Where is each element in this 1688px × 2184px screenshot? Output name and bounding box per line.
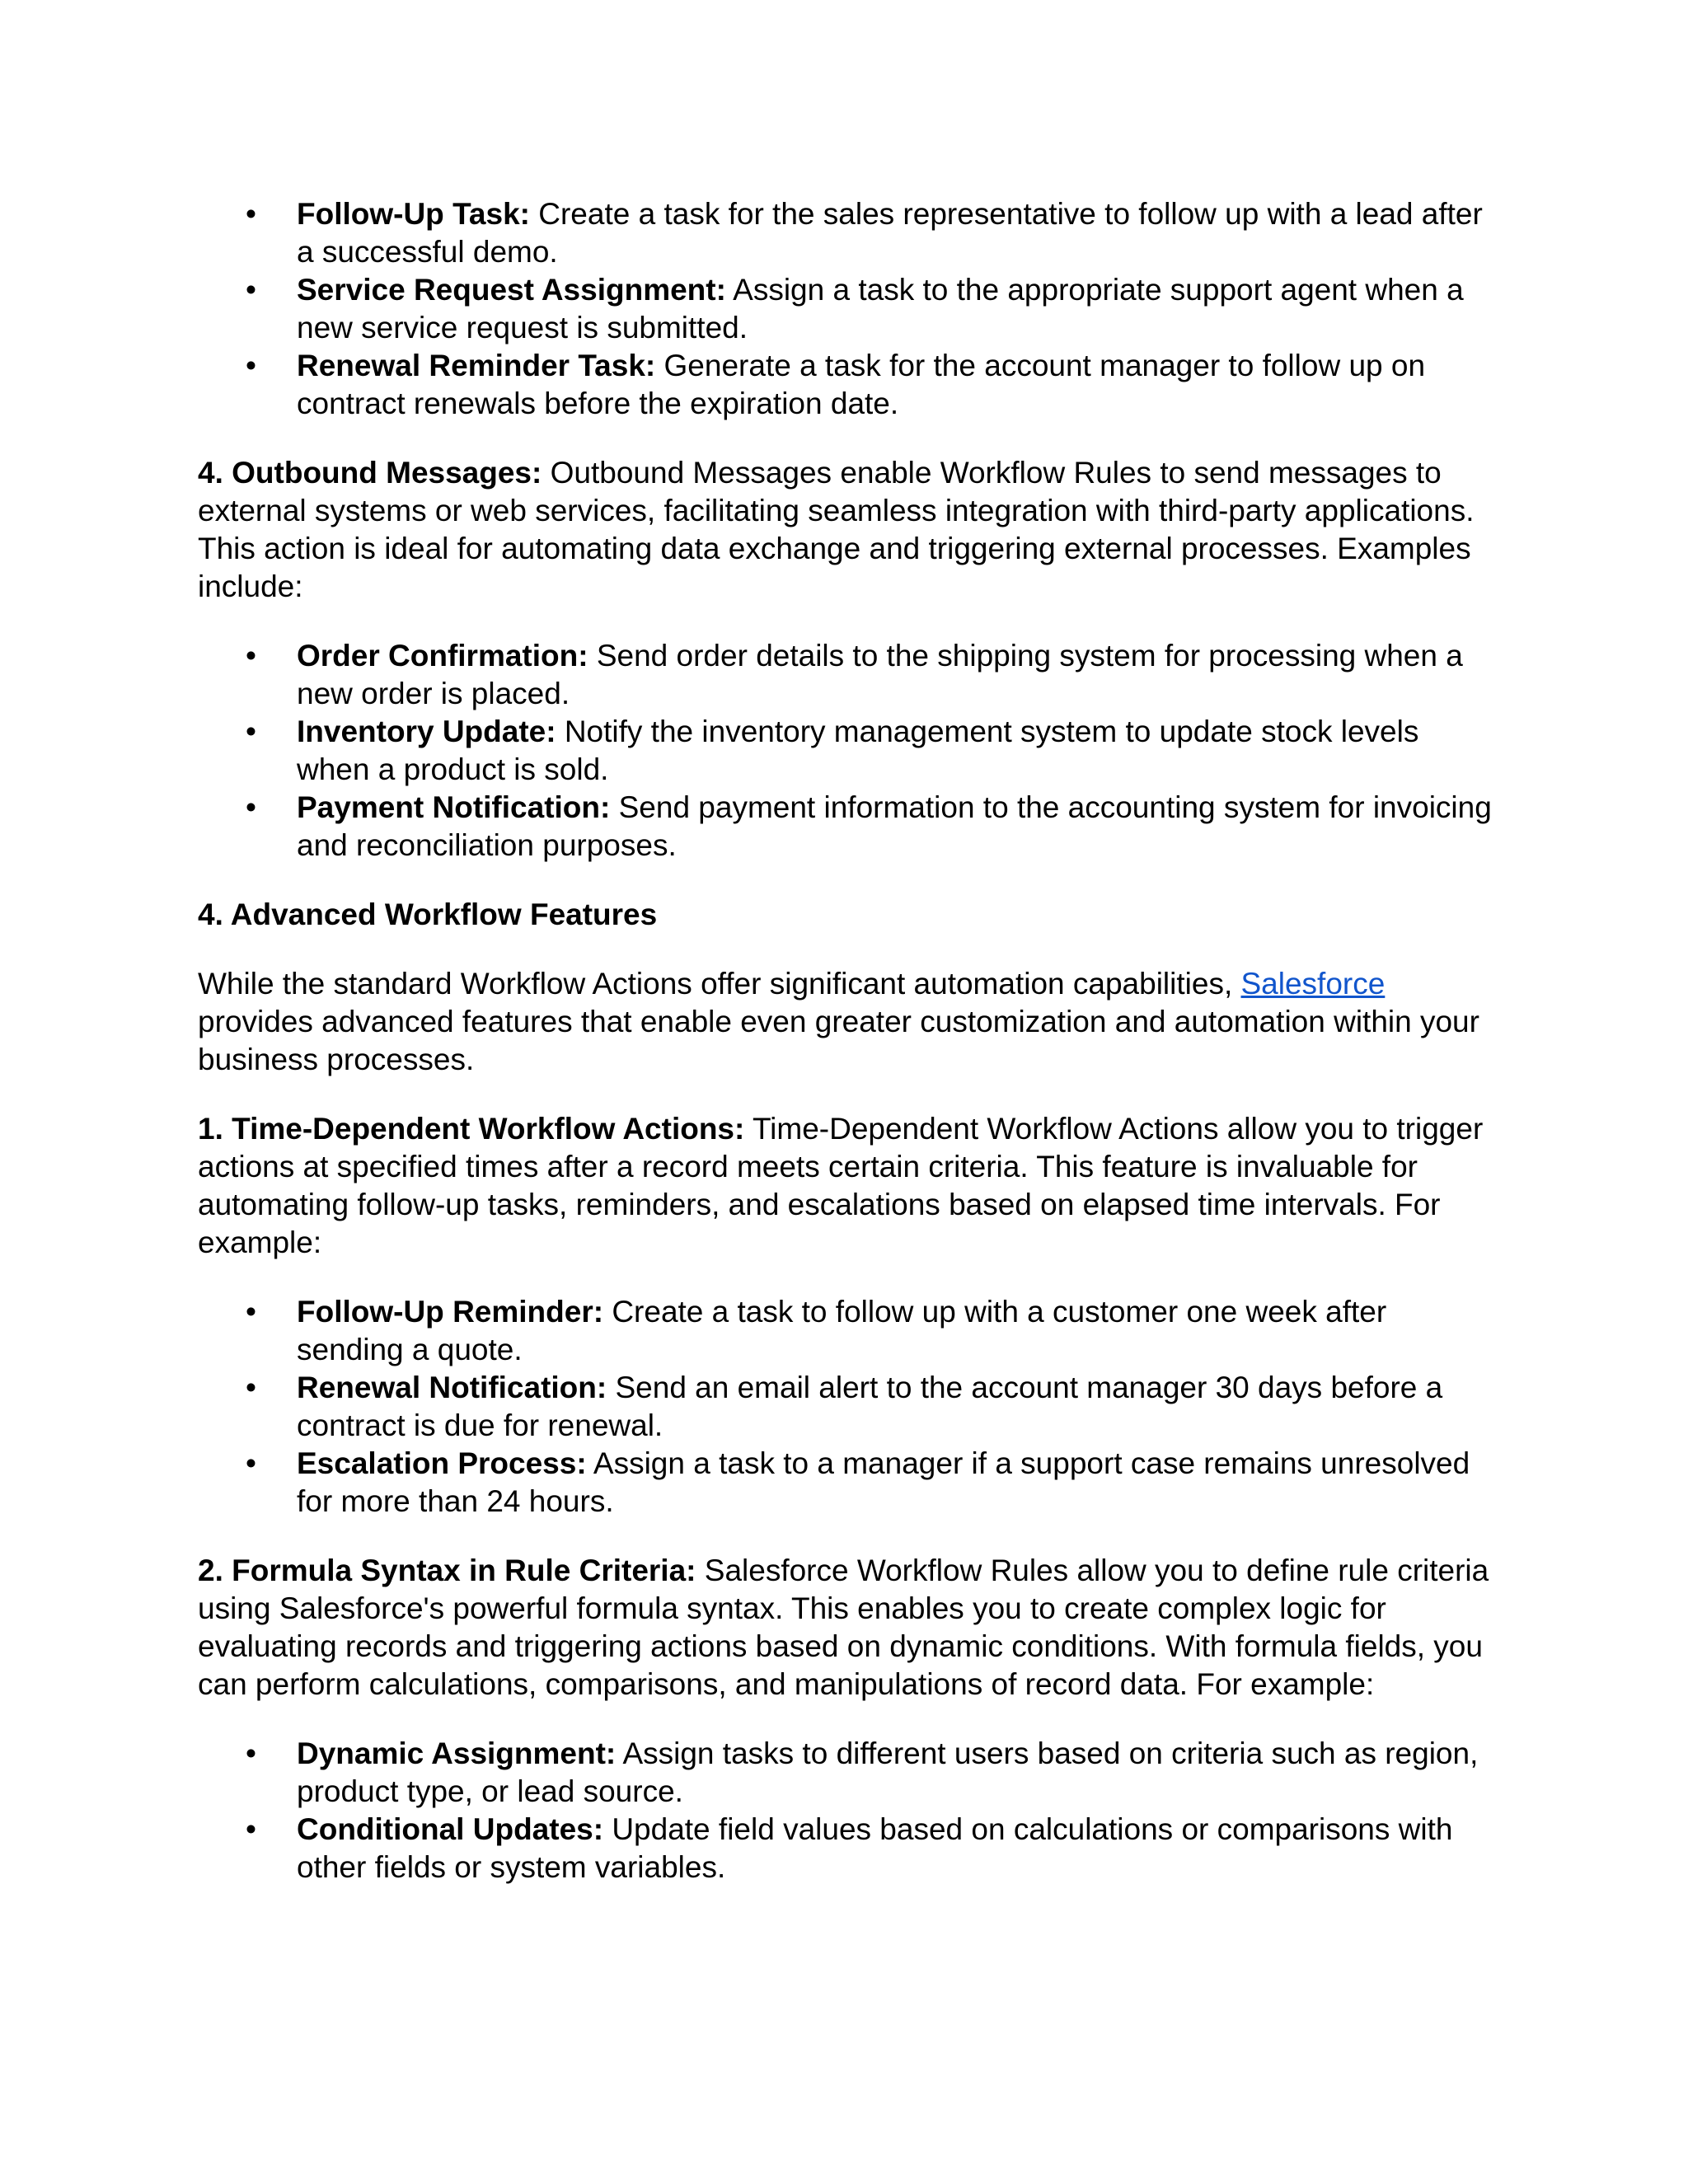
item-term: Renewal Notification: (297, 1371, 607, 1404)
document-page (198, 195, 1500, 1886)
list-item (198, 1735, 1500, 1811)
follow-up-task-list (198, 195, 1500, 423)
item-text: Assign tasks to different users based on criteria such as region, product type, or lead source. (297, 1736, 1479, 1808)
list-item (198, 1811, 1500, 1886)
item-term: Order Confirmation: (297, 639, 588, 673)
item-text: Assign a task to the appropriate support agent when a new service request is submitted. (297, 273, 1464, 344)
intro-before: While the standard Workflow Actions offer significant automation capabilities, (198, 967, 1241, 1001)
intro-paragraph (198, 965, 1500, 1079)
formula-examples-list (198, 1735, 1500, 1886)
list-item (198, 1445, 1500, 1521)
paragraph-term: 2. Formula Syntax in Rule Criteria: (198, 1554, 696, 1587)
item-text: Send payment information to the accounting system for invoicing and reconciliation purposes. (297, 790, 1492, 862)
item-term: Follow-Up Reminder: (297, 1295, 604, 1329)
item-term: Payment Notification: (297, 790, 611, 824)
list-item (198, 195, 1500, 271)
list-item (198, 1293, 1500, 1369)
paragraph-text: Time-Dependent Workflow Actions allow you to trigger actions at specified times after a record meets certain criteria. This feature is invaluable for automating follow-up tasks, reminders, and escalations based on elapsed time intervals. For example: (198, 1112, 1484, 1259)
paragraph-text: Outbound Messages enable Workflow Rules to send messages to external systems or web services, facilitating seamless integration with third-party applications. This action is ideal for automating data exchange and triggering external processes. Examples include: (198, 456, 1475, 603)
salesforce-link[interactable]: Salesforce (1240, 967, 1386, 1001)
outbound-examples-list (198, 637, 1500, 865)
intro-after: provides advanced features that enable even greater customization and automation within your business processes. (198, 1005, 1479, 1076)
item-term: Dynamic Assignment: (297, 1736, 617, 1770)
item-term: Renewal Reminder Task: (297, 349, 656, 382)
list-item (198, 713, 1500, 789)
formula-syntax-paragraph (198, 1552, 1500, 1704)
item-term: Inventory Update: (297, 715, 556, 748)
item-term: Follow-Up Task: (297, 197, 530, 231)
list-item (198, 1369, 1500, 1445)
time-dependent-paragraph (198, 1110, 1500, 1262)
item-text: Send order details to the shipping system for processing when a new order is placed. (297, 639, 1463, 710)
list-item (198, 637, 1500, 713)
item-term: Escalation Process: (297, 1446, 587, 1480)
item-text: Assign a task to a manager if a support case remains unresolved for more than 24 hours. (297, 1446, 1470, 1518)
item-text: Create a task to follow up with a customer one week after sending a quote. (297, 1295, 1387, 1366)
section-heading: 4. Advanced Workflow Features (198, 898, 658, 931)
item-text: Create a task for the sales representative to follow up with a lead after a successful demo. (297, 197, 1483, 269)
item-term: Service Request Assignment: (297, 273, 726, 307)
list-item (198, 789, 1500, 865)
item-text: Send an email alert to the account manager 30 days before a contract is due for renewal. (297, 1371, 1443, 1442)
paragraph-term: 1. Time-Dependent Workflow Actions: (198, 1112, 745, 1146)
item-text: Update field values based on calculations or comparisons with other fields or system variables. (297, 1812, 1453, 1884)
item-term: Conditional Updates: (297, 1812, 604, 1846)
outbound-messages-paragraph (198, 454, 1500, 606)
time-dependent-examples-list (198, 1293, 1500, 1521)
list-item (198, 271, 1500, 347)
paragraph-term: 4. Outbound Messages: (198, 456, 542, 490)
paragraph-text: Salesforce Workflow Rules allow you to define rule criteria using Salesforce's powerful formula syntax. This enables you to create complex logic for evaluating records and triggering actions based on dynamic conditions. With formula fields, you can perform calculations, comparisons, and manipulations of record data. For example: (198, 1554, 1489, 1701)
item-text: Notify the inventory management system to update stock levels when a product is sold. (297, 715, 1419, 786)
list-item (198, 347, 1500, 423)
item-text: Generate a task for the account manager to follow up on contract renewals before the expiration date. (297, 349, 1426, 420)
